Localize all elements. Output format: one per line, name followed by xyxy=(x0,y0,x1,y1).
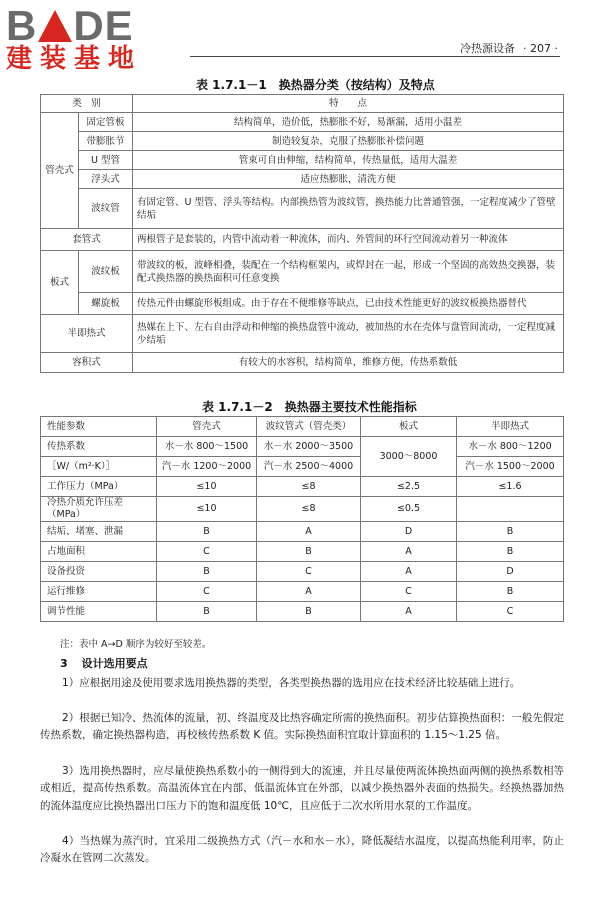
table-row xyxy=(41,437,564,457)
row-text: 两根管子是套装的，内管中流动着一种流体，而内、外管间的环行空间流动着另一种流体 xyxy=(133,229,564,251)
row-text: 有固定管、U 型管、浮头等结构。内部换热管为波纹管，换热能力比普通管强，一定程度减少了管壁结垢 xyxy=(133,189,564,229)
value-cell: ≤8 xyxy=(257,477,361,497)
table-row xyxy=(41,151,564,170)
header-category: 类 别 xyxy=(41,95,133,113)
paragraph: 1）应根据用途及使用要求选用换热器的类型，各类型换热器的选用应在技术经济比较基础上进行。 xyxy=(62,676,521,689)
param-label: 冷热介质允许压差（MPa） xyxy=(41,497,157,522)
value-cell: ≤0.5 xyxy=(361,497,457,522)
param-label: 调节性能 xyxy=(41,602,157,622)
value-cell: C xyxy=(457,602,564,622)
table-row xyxy=(41,293,564,315)
value-cell: A xyxy=(361,542,457,562)
table-row xyxy=(41,417,564,437)
param-label: 运行维修 xyxy=(41,582,157,602)
row-text: 制造较复杂，克服了热膨胀补偿问题 xyxy=(133,132,564,151)
logo-letters-de: DE xyxy=(73,2,134,49)
row-text: 结构简单，造价低，热膨胀不好，易渐漏，适用小温差 xyxy=(133,113,564,132)
table-row xyxy=(41,542,564,562)
row-label: 固定管板 xyxy=(79,113,133,132)
row-label: U 型管 xyxy=(79,151,133,170)
row-text: 适应热膨胀，清洗方便 xyxy=(133,170,564,189)
value-cell: 汽－水 1500～2000 xyxy=(457,457,564,477)
row-label: 浮头式 xyxy=(79,170,133,189)
table-row xyxy=(41,562,564,582)
row-label: 螺旋板 xyxy=(79,293,133,315)
value-cell: 汽－水 2500～4000 xyxy=(257,457,361,477)
param-label: 结垢、堵塞、泄漏 xyxy=(41,522,157,542)
table-row xyxy=(41,229,564,251)
table1-number: 表 1.7.1－1 xyxy=(196,78,267,92)
logo-letter-b: B xyxy=(6,2,38,49)
table2-caption xyxy=(202,398,417,415)
value-cell: C xyxy=(157,542,257,562)
value-cell: B xyxy=(257,542,361,562)
row-text: 带波纹的板，波峰相叠，装配在一个结构框架内，或焊封在一起，形成一个坚固的高效热交换器，装配式换热器的换热面积可任意变换 xyxy=(133,251,564,293)
logo-subtitle: 建装基地 xyxy=(6,44,143,74)
table-row xyxy=(41,353,564,373)
param-label: 传热系数 xyxy=(41,437,157,457)
header-corrugated: 波纹管式（管壳类） xyxy=(257,417,361,437)
table-row xyxy=(41,170,564,189)
table-row xyxy=(41,113,564,132)
row-text: 热媒在上下、左右自由浮动和伸缩的换热盘管中流动，被加热的水在壳体与盘管间流动，一定程度减少结垢 xyxy=(133,315,564,353)
header-feature: 特 点 xyxy=(133,95,564,113)
table-row xyxy=(41,497,564,522)
value-cell: B xyxy=(157,602,257,622)
table-row xyxy=(41,132,564,151)
row-label: 带膨胀节 xyxy=(79,132,133,151)
value-cell: 3000～8000 xyxy=(361,437,457,477)
group-semi-instant: 半即热式 xyxy=(41,315,133,353)
value-cell: A xyxy=(361,562,457,582)
table-row xyxy=(41,522,564,542)
header-param: 性能参数 xyxy=(41,417,157,437)
param-label: 设备投资 xyxy=(41,562,157,582)
running-head xyxy=(460,40,558,56)
table1-title: 换热器分类（按结构）及特点 xyxy=(278,78,435,92)
group-shell-tube: 管壳式 xyxy=(41,113,79,229)
param-label: 占地面积 xyxy=(41,542,157,562)
value-cell: B xyxy=(157,562,257,582)
table-row xyxy=(41,315,564,353)
heat-exchanger-classification-table xyxy=(40,94,564,373)
table2-number: 表 1.7.1－2 xyxy=(202,400,273,414)
value-cell: A xyxy=(257,522,361,542)
table-row xyxy=(41,602,564,622)
value-cell: A xyxy=(257,582,361,602)
section-number: 3 xyxy=(60,657,68,670)
value-cell: C xyxy=(361,582,457,602)
row-text: 管束可自由伸缩，结构简单，传热量低，适用大温差 xyxy=(133,151,564,170)
header-plate: 板式 xyxy=(361,417,457,437)
param-unit: ［W/（m²·K）］ xyxy=(41,457,157,477)
header-rule xyxy=(190,56,560,57)
row-text: 传热元件由螺旋形板组成。由于存在不便维修等缺点，已由技术性能更好的波纹板换热器替代 xyxy=(133,293,564,315)
value-cell: A xyxy=(361,602,457,622)
param-label: 工作压力（MPa） xyxy=(41,477,157,497)
value-cell: 汽－水 1200～2000 xyxy=(157,457,257,477)
logo-wordmark xyxy=(6,4,184,48)
bade-logo xyxy=(6,4,184,74)
value-cell xyxy=(457,497,564,522)
table-row xyxy=(41,457,564,477)
section-heading xyxy=(60,655,148,671)
section-title: 设计选用要点 xyxy=(81,657,148,670)
group-double-pipe: 套管式 xyxy=(41,229,133,251)
value-cell: ≤8 xyxy=(257,497,361,522)
table-row xyxy=(41,477,564,497)
row-label: 波纹板 xyxy=(79,251,133,293)
value-cell: B xyxy=(457,522,564,542)
value-cell: D xyxy=(457,562,564,582)
value-cell: D xyxy=(361,522,457,542)
header-semi: 半即热式 xyxy=(457,417,564,437)
value-cell: 水－水 2000～3500 xyxy=(257,437,361,457)
paragraph: 4）当热媒为蒸汽时，宜采用二级换热方式（汽－水和水－水），降低凝结水温度，以提高热能利用率，防止冷凝水在管网二次蒸发。 xyxy=(40,834,564,864)
table2-title: 换热器主要技术性能指标 xyxy=(284,400,417,414)
table-row xyxy=(41,251,564,293)
header-shell: 管壳式 xyxy=(157,417,257,437)
group-volume: 容积式 xyxy=(41,353,133,373)
logo-triangle-icon xyxy=(38,10,72,42)
paragraph: 2）根据已知冷、热流体的流量，初、终温度及比热容确定所需的换热面积。初步估算换热面积：一般先假定传热系数，确定换热器构造，再校核传热系数 K 值。实际换热面积宜取计算面积的 1.15～1.25 倍。 xyxy=(40,711,564,741)
table-row xyxy=(41,189,564,229)
heat-exchanger-performance-table xyxy=(40,416,564,622)
table-note: 注：表中 A→D 顺序为较好至较差。 xyxy=(60,639,212,650)
value-cell: ≤2.5 xyxy=(361,477,457,497)
value-cell: C xyxy=(257,562,361,582)
table1-caption xyxy=(196,76,435,93)
value-cell: B xyxy=(157,522,257,542)
row-text: 有较大的水容积，结构简单，维修方便，传热系数低 xyxy=(133,353,564,373)
value-cell: C xyxy=(157,582,257,602)
value-cell: B xyxy=(257,602,361,622)
value-cell: ≤10 xyxy=(157,497,257,522)
paragraph: 3）选用换热器时，应尽量使换热系数小的一侧得到大的流速，并且尽量使两流体换热面两侧的换热系数相等或相近，提高传热系数。高温流体宜在内部，低温流体宜在外部，以减少换热器外表面的热损失。经换热器加热的流体温度应比换热器出口压力下的饱和温度低 10℃，且应低于二次水所用水泵的工作温度。 xyxy=(40,764,564,812)
value-cell: B xyxy=(457,582,564,602)
value-cell: ≤1.6 xyxy=(457,477,564,497)
group-plate: 板式 xyxy=(41,251,79,315)
row-label: 波纹管 xyxy=(79,189,133,229)
running-head-section: 冷热源设备 xyxy=(460,42,516,55)
value-cell: ≤10 xyxy=(157,477,257,497)
value-cell: 水－水 800～1200 xyxy=(457,437,564,457)
table-row xyxy=(41,95,564,113)
value-cell: B xyxy=(457,542,564,562)
value-cell: 水－水 800～1500 xyxy=(157,437,257,457)
page-number: · 207 · xyxy=(523,42,558,55)
table-row xyxy=(41,582,564,602)
